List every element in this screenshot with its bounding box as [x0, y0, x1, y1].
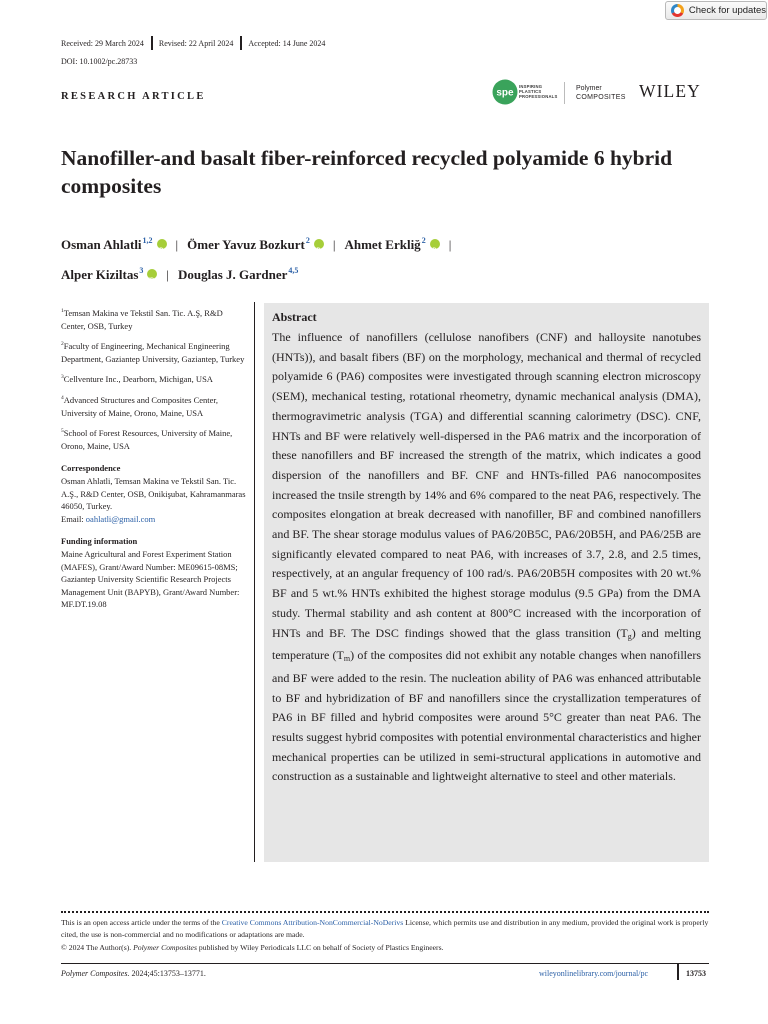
- journal-citation: Polymer Composites. 2024;45:13753–13771.: [61, 969, 206, 978]
- license-line: This is an open access article under the terms of the Creative Commons Attribution-NonCommercial-NoDerivs License, which permits use and distribution in any medium, provided the original work is properly cited, the use is non-commercial and no modifications or adaptations are made.: [61, 918, 709, 940]
- crossmark-icon: [671, 4, 684, 17]
- author-name[interactable]: Osman Ahlatli$^{1,2}$iD: [61, 237, 167, 252]
- funding-text: Maine Agricultural and Forest Experiment Station (MAFES), Grant/Award Number: ME09615-08MS; Gaziantep University Scientific Research Projects Management Unit (BAPYB), Grant/Award Number: MF.DT.19.08: [61, 548, 240, 610]
- spe-mark-text: spe: [496, 87, 514, 99]
- affiliation: $^3$Cellventure Inc., Dearborn, Michigan, USA: [61, 374, 213, 385]
- date-divider: [151, 36, 153, 50]
- orcid-icon[interactable]: [314, 239, 324, 249]
- orcid-icon[interactable]: [430, 239, 440, 249]
- page-number-divider: [677, 964, 679, 980]
- author-name[interactable]: Douglas J. Gardner$^{4,5}$: [178, 266, 299, 282]
- section-label: RESEARCH ARTICLE: [61, 91, 206, 102]
- author-list: [61, 228, 721, 288]
- copyright-line: © 2024 The Author(s). Polymer Composites published by Wiley Periodicals LLC on behalf of Society of Plastics Engineers.: [61, 942, 444, 952]
- left-sidebar: [61, 305, 246, 615]
- received-date: Received: 29 March 2024: [61, 39, 144, 48]
- journal-logo: [576, 84, 626, 102]
- affiliation: $^5$School of Forest Resources, University of Maine, Orono, Maine, USA: [61, 428, 233, 451]
- author-affiliation-sup: 2: [421, 236, 426, 245]
- column-divider: [254, 302, 255, 862]
- accepted-date: Accepted: 14 June 2024: [248, 39, 326, 48]
- date-divider: [240, 36, 242, 50]
- abstract-heading: Abstract: [272, 310, 317, 324]
- author-separator: |: [332, 237, 336, 252]
- affiliation: $^4$Advanced Structures and Composites Center, University of Maine, Orono, Maine, USA: [61, 394, 219, 418]
- orcid-icon[interactable]: [157, 239, 167, 249]
- footer-rule: [61, 963, 709, 964]
- author-separator: |: [175, 237, 179, 252]
- author-affiliation-sup: 2: [305, 236, 310, 245]
- author-name[interactable]: Ömer Yavuz Bozkurt$^2$iD: [187, 237, 324, 252]
- doi[interactable]: DOI: 10.1002/pc.28733: [61, 57, 138, 66]
- article-dates: [61, 39, 325, 50]
- author-affiliation-sup: 1,2: [142, 236, 153, 245]
- revised-date: Revised: 22 April 2024: [158, 39, 234, 48]
- correspondence-text: Osman Ahlatli, Temsan Makina ve Tekstil San. Tic. A.Ş., R&D Center, OSB, Onikişubat, Kahramanmaras 46050, Turkey. Email: oahlatli@gmail.com: [61, 475, 246, 524]
- abstract-text: The influence of nanofillers (cellulose nanofibers (CNF) and halloysite nanotubes (HNTs)), and basalt fibers (BF) on the morphology, mechanical and thermal of recycled polyamide 6 (PA6) composites were investigated through scanning electron microscopy (SEM), mechanical testing, rotational rheometry, dynamic mechanical analysis (DMA), thermogravimetric analysis (TGA) and differential scanning calorimetry (DSC). CNF, HNTs and BF were relatively well-dispersed in the PA6 matrix and the incorporation of these nanofillers and BF increased the strength of the matrix, which indicates a good dispersion of the nanofillers and BF. CNF and HNTs-filled PA6 nanocomposites increased the tnsile strength by 14% and 6% compared to the neat PA6, respectively. The composites elongation at break decreased with nanofiller, BF and combined nanofillers and BF. The shear storage modulus values of PA6/20B5C, PA6/20B5H, and PA6/25B are significantly elevated compared to neat PA6, with increases of 3.7, 2.8, and 2.5 times, respectively, at an angular frequency of 100 rad/s. PA6/20B5H composites with 20 wt.% BF and 5 wt.% HNTs exhibited the highest storage modulus (9.5 GPa) from the DMA study. Thermal stability and ash content at 800°C increased with the incorporation of HNTs and BF. The DSC findings showed that the glass transition $(T_g)$ and melting temperature $(T_m)$ of the composites did not exhibit any notable changes when nanofillers and BF were added to the resin. The nucleation ability of PA6 was enhanced attributable to BF and hybridization of BF and nanofillers since the crystallization temperatures of PA6 in BF filled and hybrid composites were around 5°C greater than neat PA6. The results suggest hybrid composites with potential environmental characteristics and higher mechanical properties can be utilized in semi-structural applications in automotive and construction as a sustainable and lightweight alternative to steel and other materials.: [272, 330, 702, 784]
- page-number: 13753: [686, 969, 706, 978]
- article-title: Nanofiller-and basalt fiber-reinforced recycled polyamide 6 hybrid composites: [61, 146, 673, 198]
- abstract-box: [264, 303, 709, 862]
- check-for-updates-button[interactable]: [665, 1, 767, 20]
- author-affiliation-sup: 3: [139, 266, 144, 275]
- author-affiliation-sup: 4,5: [288, 266, 299, 275]
- affiliation: $^1$Temsan Makina ve Tekstil San. Tic. A.Ş, R&D Center, OSB, Turkey: [61, 308, 223, 331]
- author-name[interactable]: Alper Kiziltas$^3$iD: [61, 267, 157, 282]
- funding-heading: Funding information: [61, 536, 138, 547]
- spe-tagline-2: PLASTICS: [519, 89, 542, 95]
- author-name[interactable]: Ahmet Erkliğ$^2$iD: [344, 237, 439, 252]
- spe-tagline-1: INSPIRING: [519, 84, 543, 89]
- publisher-logos: [492, 79, 712, 109]
- orcid-icon[interactable]: [147, 269, 157, 279]
- correspondence-heading: Correspondence: [61, 463, 121, 474]
- license-notice: [61, 917, 721, 954]
- logo-divider: [564, 82, 565, 104]
- author-separator: |: [166, 267, 169, 282]
- author-separator: |: [448, 237, 452, 252]
- journal-logo-line2: COMPOSITES: [576, 94, 626, 101]
- affiliation: $^2$Faculty of Engineering, Mechanical Engineering Department, Gaziantep University, Gaziantep, Turkey: [61, 341, 245, 364]
- journal-logo-line1: Polymer: [576, 85, 602, 92]
- spe-tagline-3: PROFESSIONALS: [519, 94, 558, 100]
- cc-license-link[interactable]: Creative Commons Attribution-NonCommercial-NoDerivs: [221, 918, 404, 927]
- spe-tagline: [519, 84, 557, 100]
- license-divider: [61, 911, 709, 913]
- email-link[interactable]: oahlatli@gmail.com: [85, 513, 156, 524]
- journal-url-link[interactable]: wileyonlinelibrary.com/journal/pc: [539, 969, 649, 978]
- check-for-updates-label: Check for updates: [688, 5, 766, 16]
- wiley-logo: WILEY: [639, 81, 701, 101]
- spe-logo-icon: [492, 79, 518, 105]
